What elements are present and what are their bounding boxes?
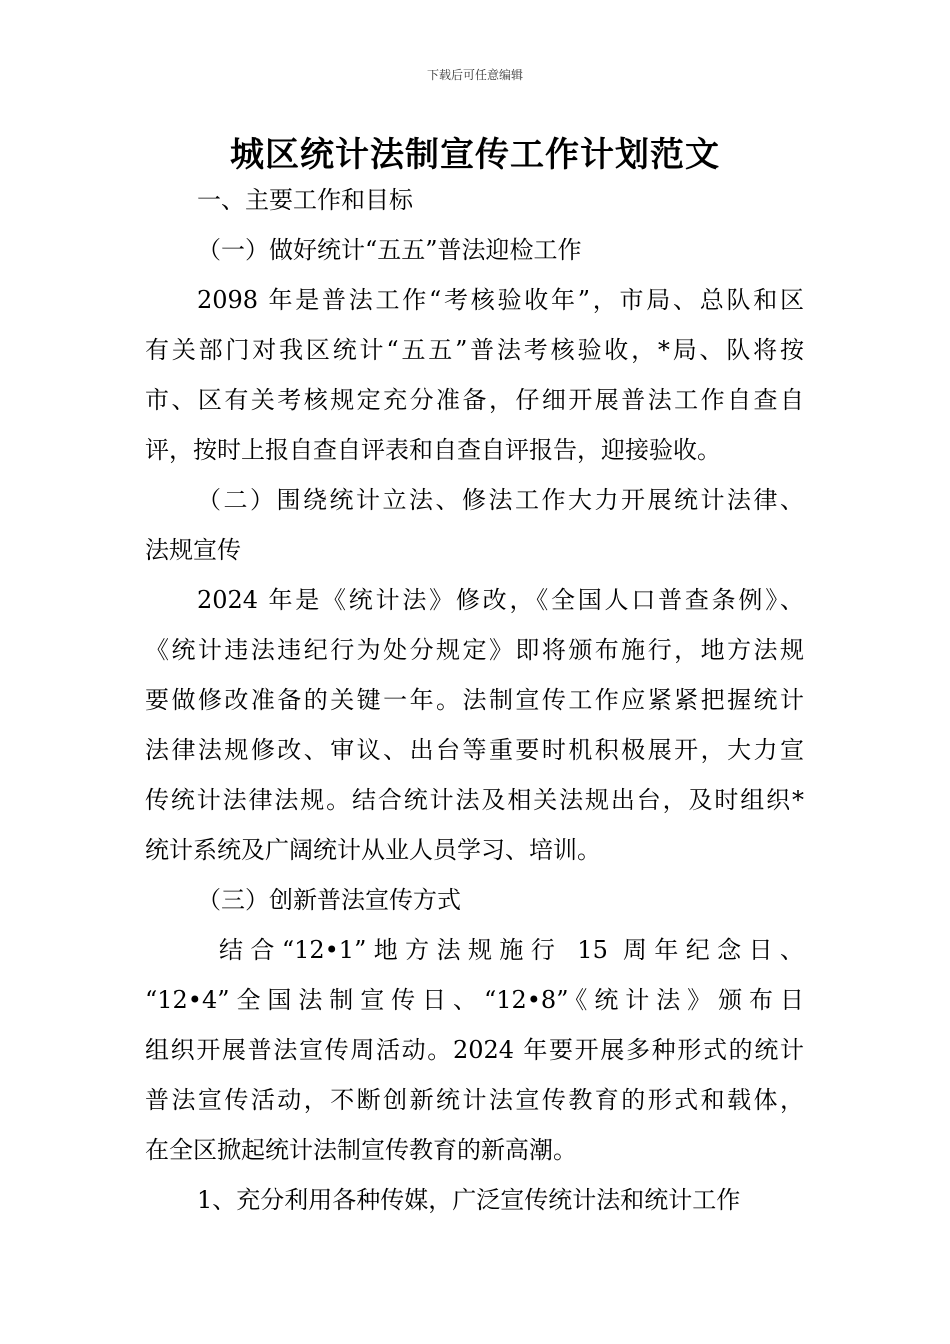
document-title: 城区统计法制宣传工作计划范文 — [230, 135, 720, 175]
paragraph-line: 市、区有关考核规定充分准备，仔细开展普法工作自查自 — [145, 386, 804, 414]
paragraph-line: 传统计法律法规。结合统计法及相关法规出台，及时组织* — [145, 786, 804, 814]
paragraph-line: 要做修改准备的关键一年。法制宣传工作应紧紧把握统计 — [145, 686, 804, 714]
paragraph-line: 普法宣传活动，不断创新统计法宣传教育的形式和载体， — [145, 1086, 804, 1114]
subsection-heading-2-cont: 法规宣传 — [145, 536, 241, 564]
paragraph-line: 有关部门对我区统计“五五”普法考核验收，*局、队将按 — [145, 336, 804, 364]
paragraph-line: 《统计违法违纪行为处分规定》即将颁布施行，地方法规 — [145, 636, 804, 664]
paragraph-line: 评，按时上报自查自评表和自查自评报告，迎接验收。 — [145, 436, 721, 464]
subsection-heading-1: （一）做好统计“五五”普法迎检工作 — [197, 236, 582, 264]
paragraph-line: 统计系统及广阔统计从业人员学习、培训。 — [145, 836, 601, 864]
section-heading-1: 一、主要工作和目标 — [197, 186, 413, 214]
header-note: 下载后可任意编辑 — [426, 68, 523, 82]
paragraph-line: 2024 年是《统计法》修改，《全国人口普查条例》、 — [197, 586, 804, 614]
subsection-heading-3: （三）创新普法宣传方式 — [197, 886, 461, 914]
paragraph-line: 在全区掀起统计法制宣传教育的新高潮。 — [145, 1136, 577, 1164]
paragraph-line: 2098 年是普法工作“考核验收年”，市局、总队和区 — [197, 286, 804, 314]
paragraph-line: 法律法规修改、审议、出台等重要时机积极展开，大力宣 — [145, 736, 804, 764]
paragraph-line: 结合“12•1”地方法规施行 15 周年纪念日、 — [219, 936, 804, 964]
item-heading-1: 1、充分利用各种传媒，广泛宣传统计法和统计工作 — [197, 1186, 741, 1214]
subsection-heading-2: （二）围绕统计立法、修法工作大力开展统计法律、 — [197, 486, 804, 514]
paragraph-line: 组织开展普法宣传周活动。2024 年要开展多种形式的统计 — [145, 1036, 804, 1064]
paragraph-line: “12•4”全国法制宣传日、“12•8”《统计法》颁布日 — [145, 986, 804, 1014]
